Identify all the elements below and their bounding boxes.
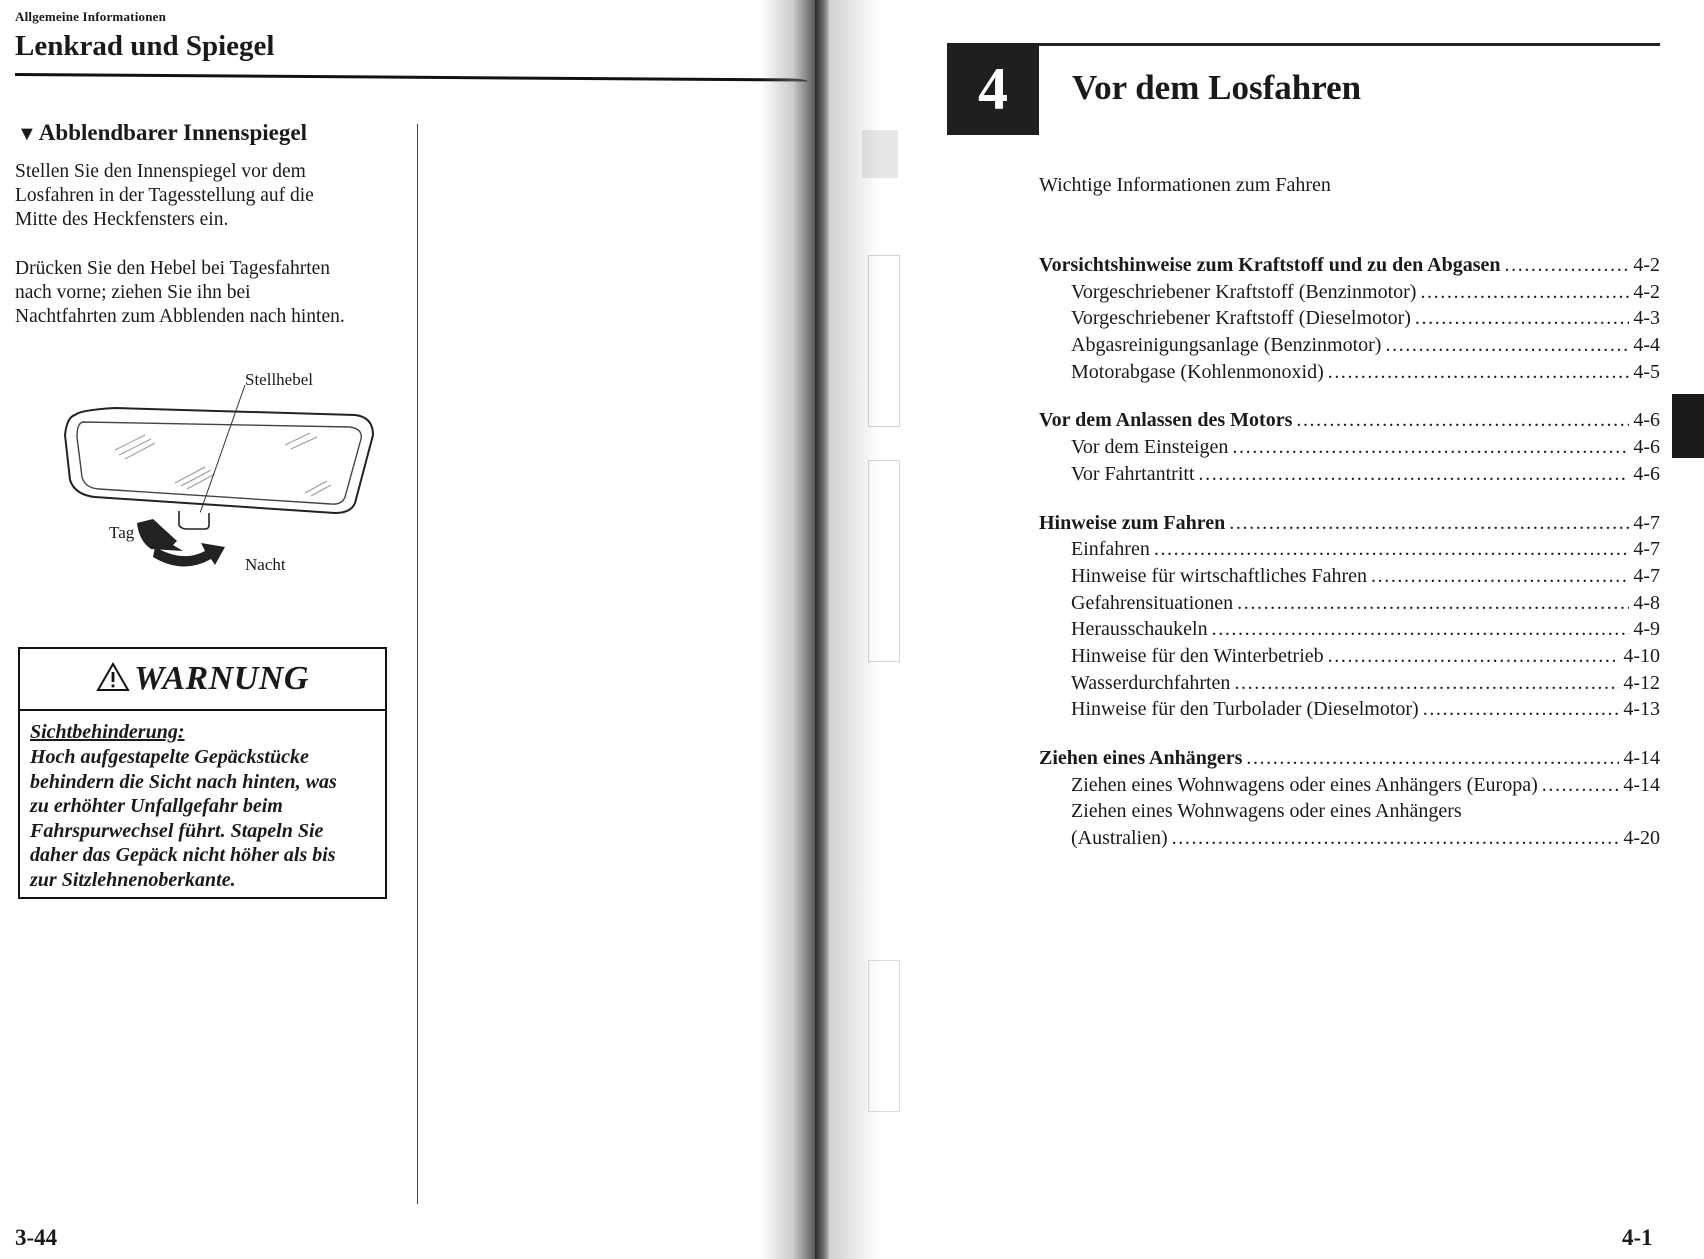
book-gutter: [760, 0, 900, 1259]
toc-leader: [1328, 359, 1630, 386]
chapter-rule: [947, 43, 1660, 46]
chapter-thumb-tab: [1672, 394, 1704, 458]
toc-item[interactable]: [1039, 825, 1660, 852]
toc-item-label: Vor Fahrtantritt: [1071, 462, 1195, 485]
paragraph-line: Stellen Sie den Innenspiegel vor dem: [15, 161, 306, 182]
toc-leader: [1199, 461, 1630, 488]
gutter-spine: [815, 0, 829, 1259]
toc-leader: [1420, 279, 1629, 306]
toc-item-label: Hinweise für den Winterbetrieb: [1071, 644, 1324, 667]
section-kicker: Allgemeine Informationen: [15, 9, 167, 24]
toc-group: [1039, 745, 1660, 852]
toc-leader: [1415, 305, 1629, 332]
paragraph-line: Nachtfahrten zum Abblenden nach hinten.: [15, 306, 345, 327]
toc-leader: [1172, 825, 1620, 852]
toc-page: 4-14: [1623, 747, 1660, 769]
toc-heading-label: Vorsichtshinweise zum Kraftstoff und zu den Abgasen: [1039, 254, 1501, 276]
toc-page: 4-9: [1633, 618, 1660, 641]
toc-page: 4-2: [1633, 280, 1660, 303]
toc-leader: [1154, 536, 1629, 563]
toc-page: 4-12: [1623, 671, 1660, 694]
toc-item-label: (Australien): [1071, 827, 1168, 850]
warning-line: zu erhöhter Unfallgefahr beim: [30, 795, 283, 818]
toc-leader: [1385, 332, 1629, 359]
toc-leader: [1237, 590, 1629, 617]
toc-item[interactable]: [1039, 590, 1660, 617]
paragraph-line: Mitte des Heckfensters ein.: [15, 209, 229, 230]
warning-subtitle: Sichtbehinderung:: [30, 721, 185, 743]
toc-item[interactable]: [1039, 332, 1660, 359]
toc-item-label: Vor dem Einsteigen: [1071, 436, 1229, 459]
toc-leader: [1328, 643, 1620, 670]
toc-item[interactable]: [1039, 434, 1660, 461]
subheading-text: Abblendbarer Innenspiegel: [38, 120, 307, 145]
toc-leader: [1234, 670, 1619, 697]
warning-header: [20, 649, 385, 711]
page-number-right: 4-1: [1622, 1225, 1653, 1250]
toc-page: 4-14: [1623, 773, 1660, 796]
day-label: Tag: [109, 523, 135, 542]
toc-heading[interactable]: [1039, 745, 1660, 772]
toc-item-label: Einfahren: [1071, 538, 1150, 561]
toc-page: 4-4: [1633, 334, 1660, 357]
toc-item[interactable]: [1039, 279, 1660, 306]
rearview-mirror-icon: [55, 365, 415, 585]
toc-group: [1039, 252, 1660, 385]
toc-page: 4-6: [1633, 409, 1660, 432]
toc-item[interactable]: [1039, 616, 1660, 643]
toc-item[interactable]: [1039, 359, 1660, 386]
toc-page: 4-3: [1633, 307, 1660, 330]
toc-item[interactable]: [1039, 305, 1660, 332]
toc-page: 4-6: [1633, 462, 1660, 485]
toc-page: 4-7: [1633, 538, 1660, 561]
toc-item[interactable]: [1039, 643, 1660, 670]
toc-item-label: Hinweise für den Turbolader (Dieselmotor): [1071, 698, 1419, 721]
toc-page: 4-2: [1633, 254, 1660, 276]
paragraph-line: Losfahren in der Tagesstellung auf die: [15, 185, 314, 206]
paragraph-line: Drücken Sie den Hebel bei Tagesfahrten: [15, 258, 331, 279]
toc-group: [1039, 407, 1660, 487]
toc-heading[interactable]: [1039, 510, 1660, 537]
triangle-down-icon: ▼: [17, 123, 37, 145]
page-title: Lenkrad und Spiegel: [15, 30, 275, 62]
toc-item-label: Motorabgase (Kohlenmonoxid): [1071, 360, 1324, 383]
bleed-through-mark: [868, 255, 900, 427]
bleed-through-mark: [868, 960, 900, 1112]
toc-heading-label: Ziehen eines Anhängers: [1039, 747, 1243, 769]
warning-line: behindern die Sicht nach hinten, was: [30, 770, 337, 793]
toc-page: 4-5: [1633, 360, 1660, 383]
toc-item-label: Herausschaukeln: [1071, 618, 1208, 641]
toc-item[interactable]: [1039, 536, 1660, 563]
bleed-through-mark: [868, 460, 900, 662]
warning-body: [30, 745, 382, 893]
warning-line: Hoch aufgestapelte Gepäckstücke: [30, 746, 309, 768]
toc-leader: [1423, 696, 1620, 723]
toc-page: 4-6: [1633, 436, 1660, 459]
gutter-shadow-left: [760, 0, 815, 1259]
warning-title: WARNUNG: [134, 660, 309, 697]
toc-heading-label: Vor dem Anlassen des Motors: [1039, 409, 1293, 432]
toc-item[interactable]: [1039, 563, 1660, 590]
toc-leader: [1229, 510, 1629, 537]
toc-leader: [1212, 616, 1630, 643]
mirror-illustration: [55, 365, 415, 585]
chapter-intro: Wichtige Informationen zum Fahren: [1039, 174, 1331, 196]
toc-item-label: Ziehen eines Wohnwagens oder eines Anhängers: [1071, 800, 1462, 823]
title-rule: [15, 73, 808, 82]
toc-leader: [1246, 745, 1619, 772]
toc-page: 4-13: [1623, 698, 1660, 721]
toc-item[interactable]: [1039, 696, 1660, 723]
toc-item-label: Vorgeschriebener Kraftstoff (Benzinmotor): [1071, 280, 1417, 303]
toc-page: 4-7: [1633, 511, 1660, 534]
bleed-through-mark: [862, 130, 898, 178]
paragraph-1: [15, 160, 410, 232]
toc-item-label: Abgasreinigungsanlage (Benzinmotor): [1071, 334, 1382, 357]
toc-page: 4-8: [1633, 591, 1660, 614]
toc-leader: [1505, 252, 1630, 279]
paragraph-line: nach vorne; ziehen Sie ihn bei: [15, 282, 251, 303]
toc-item-label: Wasserdurchfahrten: [1071, 671, 1231, 694]
toc-item[interactable]: [1039, 670, 1660, 697]
toc-heading-label: Hinweise zum Fahren: [1039, 511, 1226, 534]
toc-item-label: Ziehen eines Wohnwagens oder eines Anhängers (Europa): [1071, 773, 1538, 796]
chapter-title: Vor dem Losfahren: [1072, 68, 1362, 107]
toc-group: [1039, 510, 1660, 724]
night-label: Nacht: [245, 555, 286, 574]
subheading: [17, 120, 307, 146]
warning-box: [18, 647, 387, 899]
lever-label: Stellhebel: [245, 370, 313, 389]
toc-leader: [1232, 434, 1629, 461]
page-number-left: 3-44: [15, 1225, 58, 1250]
toc-item-wrapped[interactable]: [1039, 798, 1660, 825]
warning-line: Fahrspurwechsel führt. Stapeln Sie: [30, 819, 324, 842]
toc-item-label: Vorgeschriebener Kraftstoff (Dieselmotor): [1071, 307, 1411, 330]
warning-line: daher das Gepäck nicht höher als bis: [30, 844, 336, 867]
toc-item[interactable]: [1039, 772, 1660, 799]
column-divider: [417, 124, 418, 1204]
warning-line: zur Sitzlehnenoberkante.: [30, 868, 236, 891]
toc-heading[interactable]: [1039, 252, 1660, 279]
toc-leader: [1542, 772, 1620, 799]
paragraph-2: [15, 257, 410, 329]
toc-item[interactable]: [1039, 461, 1660, 488]
toc-leader: [1371, 563, 1629, 590]
toc-page: 4-7: [1633, 564, 1660, 587]
toc-page: 4-10: [1623, 644, 1660, 667]
left-page: [0, 0, 820, 1259]
toc-item-label: Gefahrensituationen: [1071, 591, 1234, 614]
warning-triangle-icon: [96, 662, 130, 692]
toc-page: 4-20: [1623, 827, 1660, 850]
table-of-contents: [1039, 252, 1660, 874]
toc-heading[interactable]: [1039, 407, 1660, 434]
toc-leader: [1296, 407, 1629, 434]
chapter-number-box: 4: [947, 43, 1039, 135]
toc-item-label: Hinweise für wirtschaftliches Fahren: [1071, 564, 1368, 587]
